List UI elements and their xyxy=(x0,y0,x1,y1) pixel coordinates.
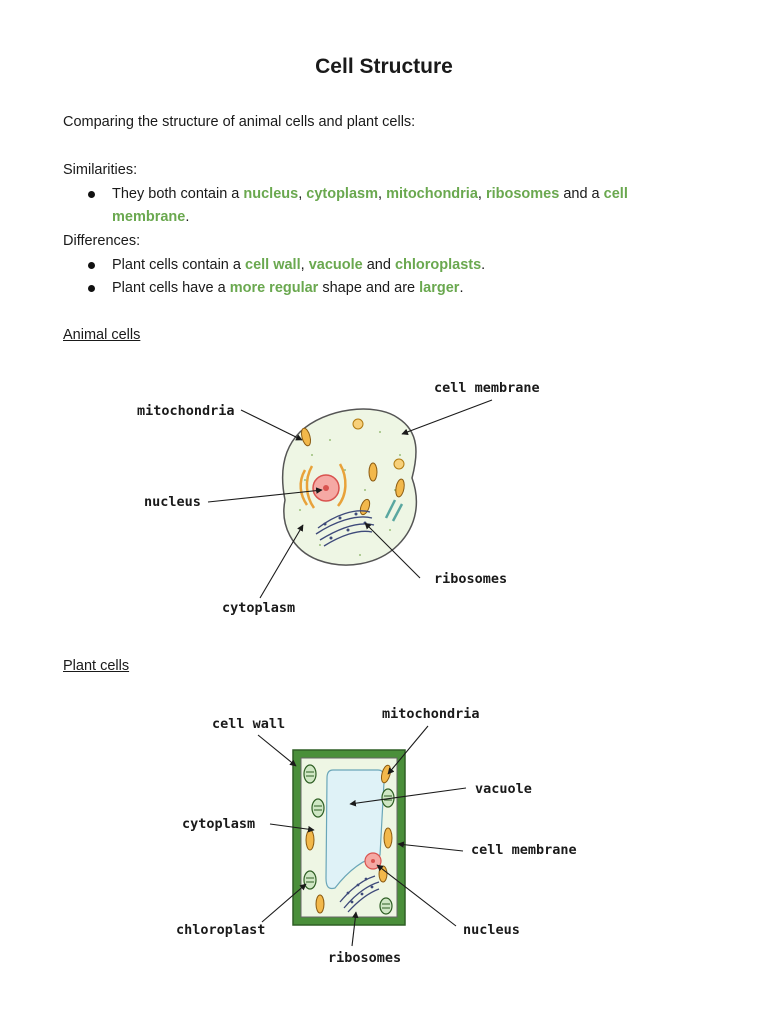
differences-bullet-1: Plant cells contain a cell wall, vacuole and chloroplasts. xyxy=(88,254,648,277)
differences-bullet-2: Plant cells have a more regular shape and are larger. xyxy=(88,277,648,300)
label-ribosomes: ribosomes xyxy=(434,571,508,587)
plant-label-nucleus: nucleus xyxy=(463,922,520,938)
plant-label-cell-wall: cell wall xyxy=(212,716,286,732)
keyword-chloroplasts: chloroplasts xyxy=(394,257,482,273)
differences-heading: Differences: xyxy=(63,233,141,249)
plant-cell-diagram xyxy=(0,690,768,975)
vesicle xyxy=(394,459,404,469)
keyword-cell-wall: cell wall xyxy=(245,257,301,273)
page-title: Cell Structure xyxy=(315,55,453,78)
animal-cells-heading: Animal cells xyxy=(63,327,141,343)
plant-label-chloroplast: chloroplast xyxy=(176,922,266,938)
plant-label-cytoplasm: cytoplasm xyxy=(182,816,256,832)
label-cell-membrane: cell membrane xyxy=(434,380,540,396)
plant-label-ribosomes: ribosomes xyxy=(328,950,402,966)
plant-label-cell-membrane: cell membrane xyxy=(471,842,577,858)
keyword-cell-membrane: cell membrane xyxy=(112,186,628,225)
intro-text: Comparing the structure of animal cells and plant cells: xyxy=(63,114,416,130)
animal-cell-diagram xyxy=(0,360,768,630)
similarities-bullet: They both contain a nucleus, cytoplasm, mitochondria, ribosomes and a cell membrane. xyxy=(88,183,648,229)
keyword-more-regular: more regular xyxy=(229,280,319,296)
plant-cells-heading: Plant cells xyxy=(63,658,130,674)
keyword-vacuole: vacuole xyxy=(308,257,363,273)
plant-label-vacuole: vacuole xyxy=(475,781,532,797)
keyword-larger: larger xyxy=(419,280,460,296)
similarities-heading: Similarities: xyxy=(63,162,138,178)
similarities-list xyxy=(88,183,648,229)
keyword-ribosomes: ribosomes xyxy=(485,186,560,202)
label-cytoplasm: cytoplasm xyxy=(222,600,296,616)
keyword-nucleus: nucleus xyxy=(243,186,299,202)
differences-list xyxy=(88,254,648,300)
vesicle xyxy=(353,419,363,429)
plant-label-mitochondria: mitochondria xyxy=(382,706,480,722)
keyword-cytoplasm: cytoplasm xyxy=(306,186,378,202)
label-mitochondria: mitochondria xyxy=(137,403,235,419)
keyword-mitochondria: mitochondria xyxy=(386,186,478,202)
label-nucleus: nucleus xyxy=(144,494,201,510)
